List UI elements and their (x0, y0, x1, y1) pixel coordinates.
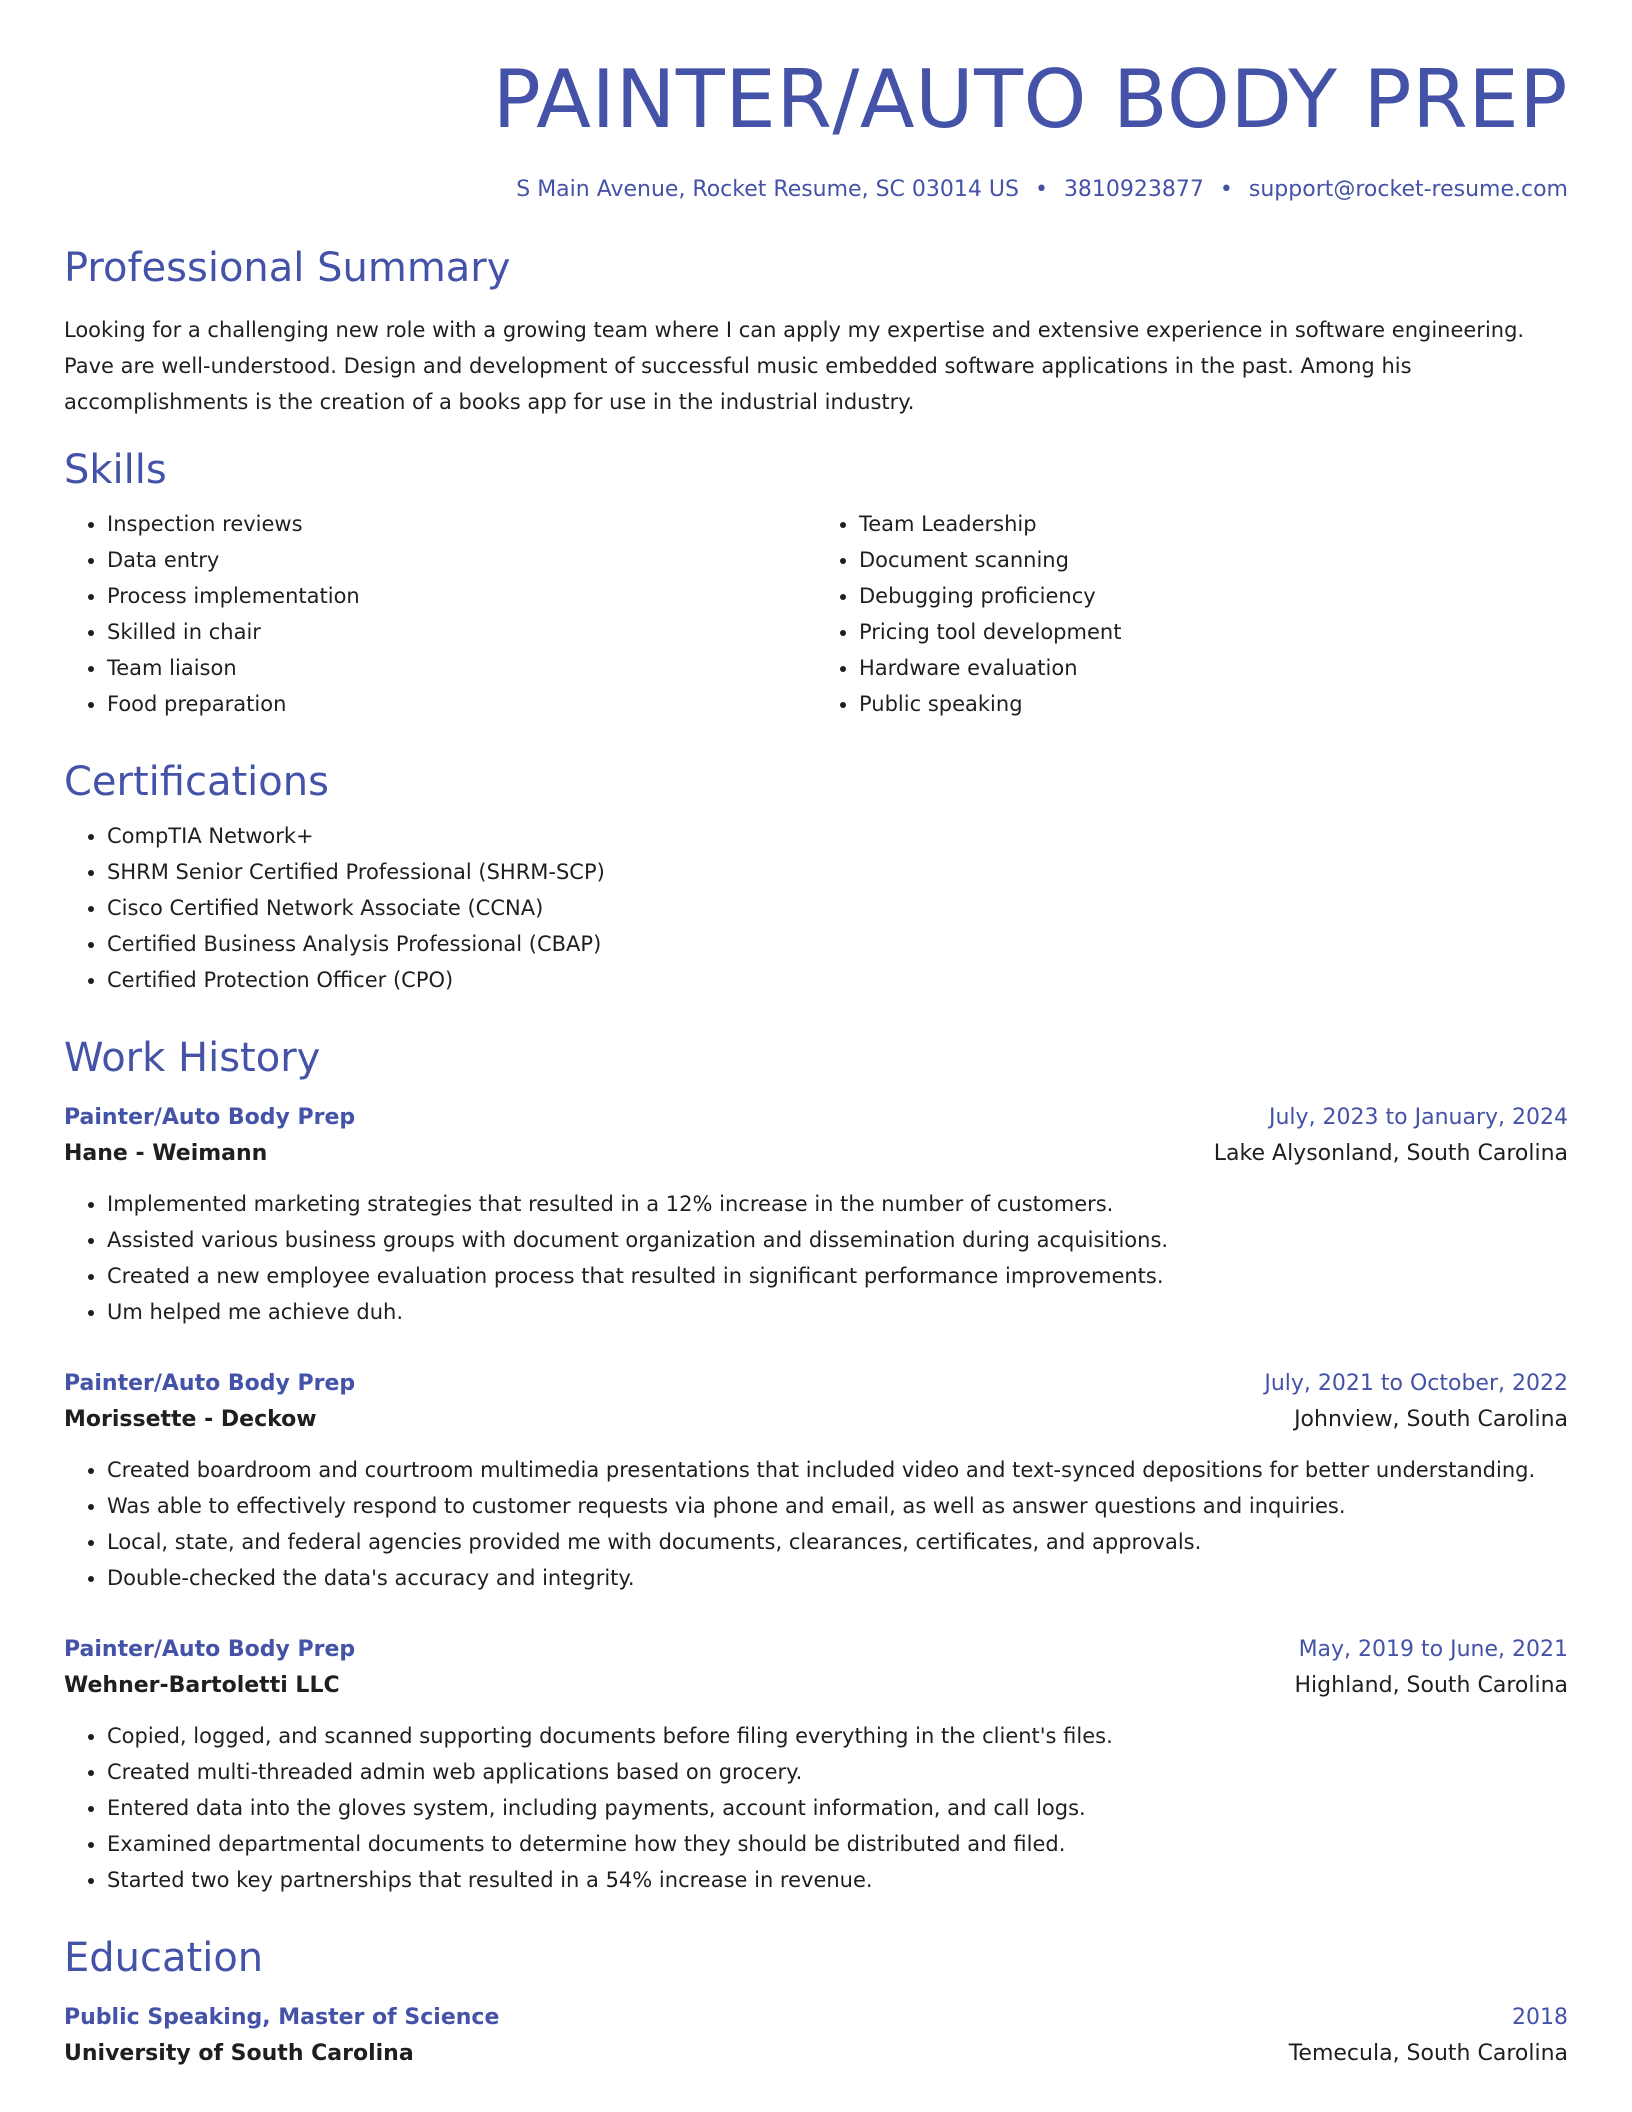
skill-item: • Team Leadership (859, 506, 1568, 542)
job-dates: May, 2019 to June, 2021 (1298, 1637, 1568, 1662)
summary-heading: Professional Summary (64, 245, 511, 291)
skills-heading: Skills (64, 447, 167, 493)
job-bullet-list (64, 1452, 1568, 1596)
job-bullet: • Local, state, and federal agencies provided me with documents, clearances, certificates, and approvals. (107, 1524, 1568, 1560)
job-bullet-list (64, 1186, 1568, 1330)
contact-separator: • (1219, 177, 1233, 202)
skill-item: • Team liaison (107, 650, 816, 686)
education-school: University of South Carolina (64, 2041, 414, 2066)
job-location: Highland, South Carolina (1294, 1673, 1568, 1698)
skill-item: • Food preparation (107, 686, 816, 722)
work-history-heading: Work History (64, 1035, 321, 1081)
job-bullet: • Implemented marketing strategies that resulted in a 12% increase in the number of customers. (107, 1186, 1568, 1222)
job-entry (64, 1366, 1568, 1596)
skill-item: • Document scanning (859, 542, 1568, 578)
job-company-row (64, 1136, 1568, 1172)
certification-item: • Certified Business Analysis Professional (CBAP) (107, 926, 1568, 962)
certifications-heading: Certifications (64, 759, 329, 805)
contact-phone: 3810923877 (1063, 177, 1204, 202)
job-company: Wehner-Bartoletti LLC (64, 1673, 340, 1698)
job-bullet: • Was able to effectively respond to customer requests via phone and email, as well as answer questions and inquiries. (107, 1488, 1568, 1524)
job-dates: July, 2023 to January, 2024 (1269, 1105, 1568, 1130)
job-header-row (64, 1632, 1568, 1668)
education-school-row (64, 2036, 1568, 2072)
certification-item: • Certified Protection Officer (CPO) (107, 962, 1568, 998)
job-entry (64, 1100, 1568, 1330)
education-entry (64, 2000, 1568, 2072)
education-year: 2018 (1512, 2005, 1568, 2030)
job-bullet: • Entered data into the gloves system, including payments, account information, and call logs. (107, 1790, 1568, 1826)
certifications-list (64, 818, 1568, 998)
skills-list-right (816, 506, 1568, 722)
skills-columns (64, 506, 1568, 722)
job-dates: July, 2021 to October, 2022 (1264, 1371, 1568, 1396)
education-location: Temecula, South Carolina (1288, 2041, 1568, 2066)
job-bullet: • Um helped me achieve duh. (107, 1294, 1568, 1330)
job-company-row (64, 1668, 1568, 1704)
skill-item: • Public speaking (859, 686, 1568, 722)
certification-item: • CompTIA Network+ (107, 818, 1568, 854)
job-bullet-list (64, 1718, 1568, 1898)
job-bullet: • Double-checked the data's accuracy and integrity. (107, 1560, 1568, 1596)
job-role: Painter/Auto Body Prep (64, 1637, 356, 1662)
certification-item: • SHRM Senior Certified Professional (SHRM-SCP) (107, 854, 1568, 890)
summary-text: Looking for a challenging new role with a growing team where I can apply my expertise and extensive experience in software engineering. Pave are well-understood. Design and development of successful music embedded software applications in the past. Among his accomplishments is the creation of a books app for use in the industrial industry. (64, 318, 1525, 414)
skill-item: • Inspection reviews (107, 506, 816, 542)
contact-address: S Main Avenue, Rocket Resume, SC 03014 US (516, 177, 1019, 202)
job-header-row (64, 1100, 1568, 1136)
certification-item: • Cisco Certified Network Associate (CCNA) (107, 890, 1568, 926)
contact-separator: • (1034, 177, 1048, 202)
job-header-row (64, 1366, 1568, 1402)
skill-item: • Data entry (107, 542, 816, 578)
job-company: Hane - Weimann (64, 1141, 268, 1166)
job-bullet: • Created multi-threaded admin web applications based on grocery. (107, 1754, 1568, 1790)
education-heading: Education (64, 1935, 264, 1981)
skill-item: • Process implementation (107, 578, 816, 614)
job-bullet: • Created boardroom and courtroom multimedia presentations that included video and text-synced depositions for better understanding. (107, 1452, 1568, 1488)
skill-item: • Pricing tool development (859, 614, 1568, 650)
job-role: Painter/Auto Body Prep (64, 1371, 356, 1396)
resume-title: PAINTER/AUTO BODY PREP (492, 53, 1568, 146)
job-company-row (64, 1402, 1568, 1438)
job-role: Painter/Auto Body Prep (64, 1105, 356, 1130)
contact-line (64, 176, 1568, 204)
education-header-row (64, 2000, 1568, 2036)
skill-item: • Debugging proficiency (859, 578, 1568, 614)
job-bullet: • Examined departmental documents to determine how they should be distributed and filed. (107, 1826, 1568, 1862)
resume-page (64, 0, 1568, 2072)
job-bullet: • Assisted various business groups with document organization and dissemination during acquisitions. (107, 1222, 1568, 1258)
skill-item: • Skilled in chair (107, 614, 816, 650)
job-location: Lake Alysonland, South Carolina (1213, 1141, 1568, 1166)
education-degree: Public Speaking, Master of Science (64, 2005, 500, 2030)
job-bullet: • Started two key partnerships that resulted in a 54% increase in revenue. (107, 1862, 1568, 1898)
job-bullet: • Copied, logged, and scanned supporting documents before filing everything in the client's files. (107, 1718, 1568, 1754)
job-location: Johnview, South Carolina (1294, 1407, 1568, 1432)
contact-email: support@rocket-resume.com (1248, 177, 1568, 202)
job-bullet: • Created a new employee evaluation process that resulted in significant performance improvements. (107, 1258, 1568, 1294)
skills-list-left (64, 506, 816, 722)
job-entry (64, 1632, 1568, 1898)
job-company: Morissette - Deckow (64, 1407, 317, 1432)
skill-item: • Hardware evaluation (859, 650, 1568, 686)
